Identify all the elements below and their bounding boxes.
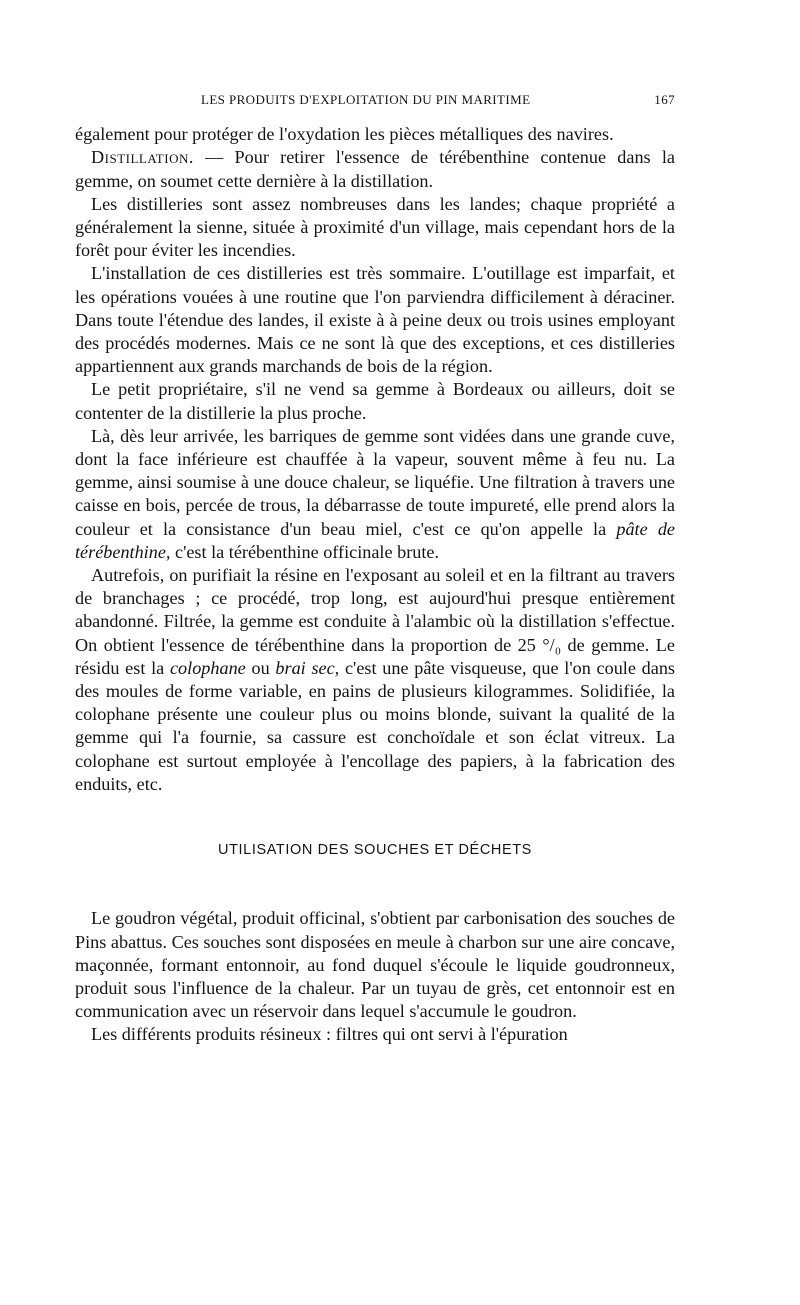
paragraph-petit-proprietaire: Le petit propriétaire, s'il ne vend sa gemme à Bordeaux ou ailleurs, doit se contenter de la distillerie la plus proche. xyxy=(75,379,675,423)
paragraph-barriques-text-b: c'est la térébenthine officinale brute. xyxy=(170,541,440,562)
paragraph-autrefois-text-a: Autrefois, on purifiait la résine en l'exposant au soleil et en la filtrant au travers de branchages ; ce procédé, trop long, est aujourd'hui presque entièrement abandonné. Filtrée, la gemme est conduite à l'alambic où la distillation s'effectue. On obtient l'essence de térébenthine dans la proportion de 25 °/₀ de gemme. Le résidu est la xyxy=(75,565,675,678)
book-page xyxy=(75,88,675,1047)
page-number: 167 xyxy=(654,92,675,107)
paragraph-barriques-text-a: Là, dès leur arrivée, les barriques de gemme sont vidées dans une grande cuve, dont la face inférieure est chauffée à la vapeur, souvent même à feu nu. La gemme, ainsi soumise à une douce chaleur, se liquéfie. Une filtration à travers une caisse en bois, percée de trous, la débarrasse de toute impureté, elle prend alors la couleur et la consistance d'un beau miel, c'est ce qu'on appelle la xyxy=(75,425,675,539)
paragraph-distillation xyxy=(75,146,675,192)
running-header xyxy=(201,88,675,111)
term-colophane: colophane xyxy=(169,657,246,678)
paragraph-autrefois-text-b: ou xyxy=(245,657,276,678)
running-title: LES PRODUITS D'EXPLOITATION DU PIN MARITIME xyxy=(201,92,531,107)
paragraph-distillation-text: — Pour retirer l'essence de térébenthine contenue dans la gemme, on soumet cette dernière à la distillation. xyxy=(75,147,675,191)
section-heading: UTILISATION DES SOUCHES ET DÉCHETS xyxy=(218,842,532,859)
paragraph-goudron: Le goudron végétal, produit officinal, s'obtient par carbonisation des souches de Pins abattus. Ces souches sont disposées en meule à charbon sur une aire concave, maçonnée, formant entonnoir, au fond duquel s'écoule le liquide goudronneux, produit sous l'influence de la chaleur. Par un tuyau de grès, cet entonnoir est en communication avec un réservoir dans lequel s'accumule le goudron. xyxy=(75,908,675,1022)
paragraph-barriques xyxy=(75,425,675,564)
paragraph-produits-resineux: Les différents produits résineux : filtres qui ont servi à l'épuration xyxy=(91,1024,568,1045)
paragraph-installation: L'installation de ces distilleries est très sommaire. L'outillage est imparfait, et les opérations vouées à une routine que l'on parviendra difficilement à déraciner. Dans toute l'étendue des landes, il existe à à peine deux ou trois usines employant des procédés modernes. Mais ce ne sont là que des exceptions, et ces distilleries appartiennent aux grands marchands de bois de la région. xyxy=(75,263,675,377)
term-brai-sec: brai sec, xyxy=(275,657,340,678)
paragraph-autrefois-text-c: c'est une pâte visqueuse, que l'on coule dans des moules de forme variable, en pains de plusieurs kilogrammes. Solidifiée, la colophane présente une couleur plus ou moins blonde, suivant la qualité de la gemme qui l'a fournie, sa cassure est conchoïdale et son éclat vitreux. La colophane est surtout employée à l'encollage des papiers, à la fabrication des enduits, etc. xyxy=(75,657,675,794)
term-pate-de-terebenthine: pâte de térébenthine, xyxy=(75,518,676,562)
section-lead-distillation: Distillation. xyxy=(91,147,194,168)
paragraph-autrefois xyxy=(75,564,675,796)
paragraph-distilleries: Les distilleries sont assez nombreuses dans les landes; chaque propriété a généralement la sienne, située à proximité d'un village, mais cependant hors de la forêt pour éviter les incendies. xyxy=(75,193,675,261)
paragraph-continuation: également pour protéger de l'oxydation les pièces métalliques des navires. xyxy=(75,124,614,145)
